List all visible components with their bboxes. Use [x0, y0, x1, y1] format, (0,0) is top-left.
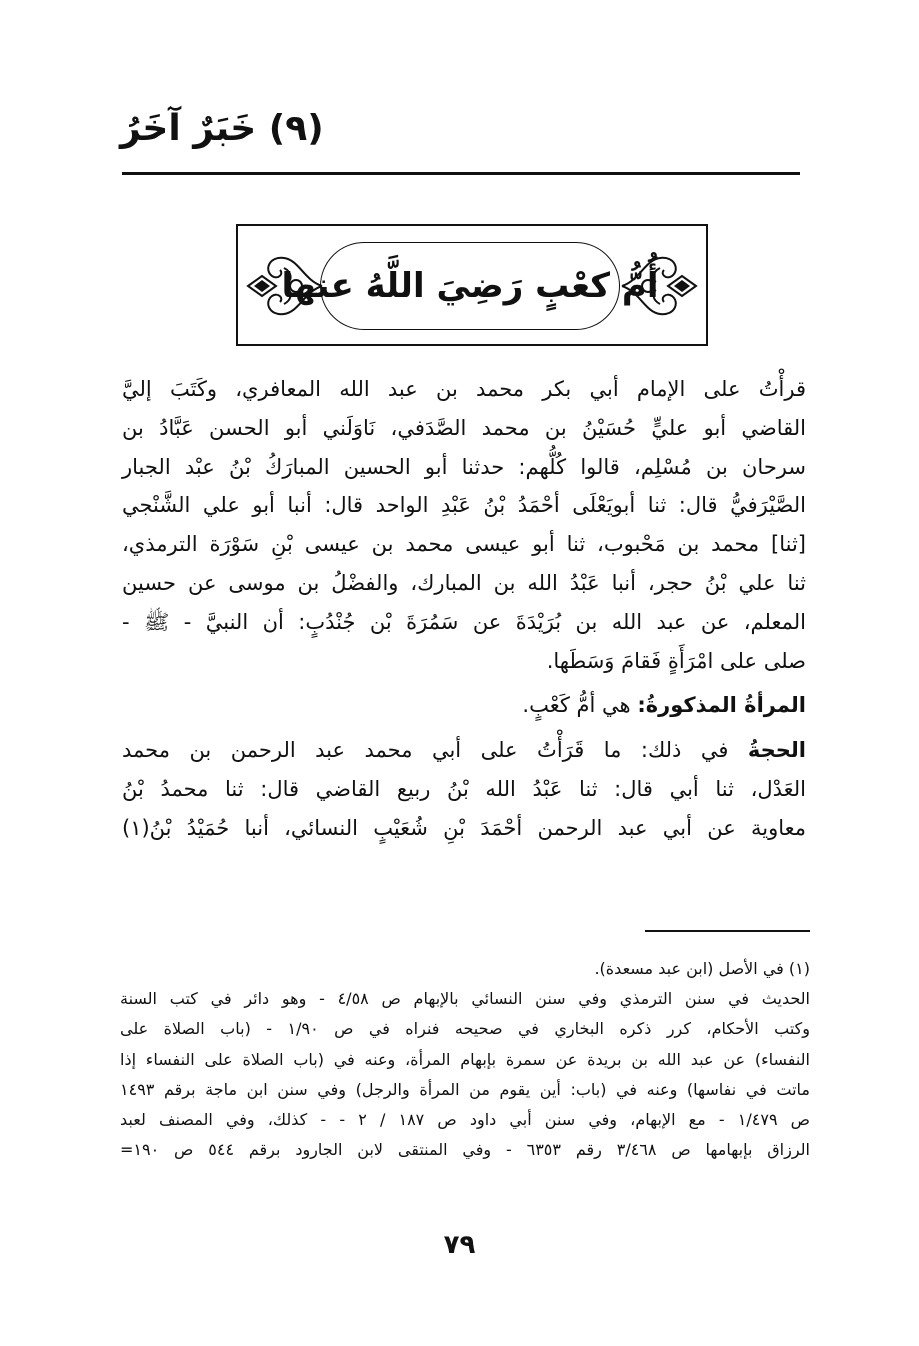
page-number: ٧٩	[443, 1230, 476, 1260]
text-line: القاضي أبو عليٍّ حُسَيْنُ بن محمد الصَّدَفي، نَاوَلَني أبو الحسن عَبَّادُ بن	[122, 415, 806, 440]
text-line: معاوية عن أبي عبد الرحمن أحْمَدَ بْنِ شُعَيْبٍ النسائي، أنبا حُمَيْدُ بْنُ(١)	[122, 815, 806, 840]
text-line	[122, 731, 806, 770]
woman-paragraph	[122, 686, 806, 725]
text-line: ثنا علي بْنُ حجر، أنبا عَبْدُ الله بن المبارك، والفضْلُ بن موسى عن حسين	[122, 570, 806, 595]
footnote-line: وكتب الأحكام، كرر ذكره البخاري في صحيحه فنراه في ص ١/٩٠ - (باب الصلاة على	[120, 1019, 810, 1039]
main-text	[122, 370, 806, 848]
proof-text: في ذلك: ما قَرَأْتُ على أبي محمد عبد الرحمن بن محمد	[122, 738, 729, 763]
chapter-title: (٩) خَبَرٌ آخَرُ	[120, 108, 324, 149]
proof-label: الحجةُ	[747, 738, 806, 763]
footnote-line: ص ١/٤٧٩ - مع الإبهام، وفي سنن أبي داود ص ١٨٧ / ٢ - - كذلك، وفي المصنف لعبد	[120, 1110, 811, 1130]
narration-paragraph	[122, 370, 806, 680]
woman-text: هي أمُّ كَعْبٍ.	[522, 693, 631, 718]
text-line: الصَّيْرَفيُّ قال: ثنا أبويَعْلَى أحْمَدُ بْنُ عَبْدِ الواحد قال: أنبا أبو علي الشَّنْجي	[122, 493, 806, 518]
footnote-line: (١) في الأصل (ابن عبد مسعدة).	[594, 959, 810, 978]
footnote-line: النفساء) عن عبد الله بن بريدة عن سمرة بإبهام المرأة، وعنه في (باب الصلاة على النفساء إذا	[120, 1049, 810, 1069]
text-line	[122, 686, 806, 725]
text-line: العَدْل، ثنا أبي قال: ثنا عَبْدُ الله بْنُ ربيع القاضي قال: ثنا محمدُ بْنُ	[122, 776, 806, 801]
text-line: [ثنا] محمد بن مَحْبوب، ثنا أبو عيسى محمد بن عيسى بْنِ سَوْرَة الترمذي،	[122, 532, 806, 557]
woman-label: المرأةُ المذكورةُ:	[637, 693, 806, 718]
text-line: قرأْتُ على الإمام أبي بكر محمد بن عبد الله المعافري، وكَتَبَ إليَّ	[122, 377, 806, 401]
text-line: المعلم، عن عبد الله بن بُرَيْدَةَ عن سَمُرَةَ بْن جُنْدُبٍ: أن النبيَّ - ﷺ -	[122, 609, 806, 634]
text-line: صلى على امْرَأَةٍ فَقامَ وَسَطَها.	[546, 648, 806, 673]
banner-cartouche	[281, 242, 659, 330]
text-line: سرحان بن مُسْلِم، قالوا كُلُّهم: حدثنا أبو الحسين المبارَكُ بْنُ عبْد الجبار	[122, 454, 806, 479]
proof-paragraph	[122, 731, 806, 847]
header-rule	[122, 172, 800, 175]
footnotes	[120, 954, 810, 1165]
footnote-line: ماتت في نفاسها) وعنه في (باب: أين يقوم من المرأة والرجل) وفي سنن ابن ماجة برقم ١٤٩٣	[120, 1079, 810, 1099]
banner-title: أُمُّ كعْبٍ رَضِيَ اللَّهُ عنها	[281, 266, 659, 306]
footnote-rule	[645, 930, 810, 932]
footnote-line: الحديث في سنن الترمذي وفي سنن النسائي بالإبهام ص ٤/٥٨ - وهو دائر في كتب السنة	[120, 989, 811, 1009]
footnote-line: الرزاق بإبهامها ص ٣/٤٦٨ رقم ٦٣٥٣ - وفي المنتقى لابن الجارود برقم ٥٤٤ ص ١٩٠=	[120, 1140, 811, 1160]
